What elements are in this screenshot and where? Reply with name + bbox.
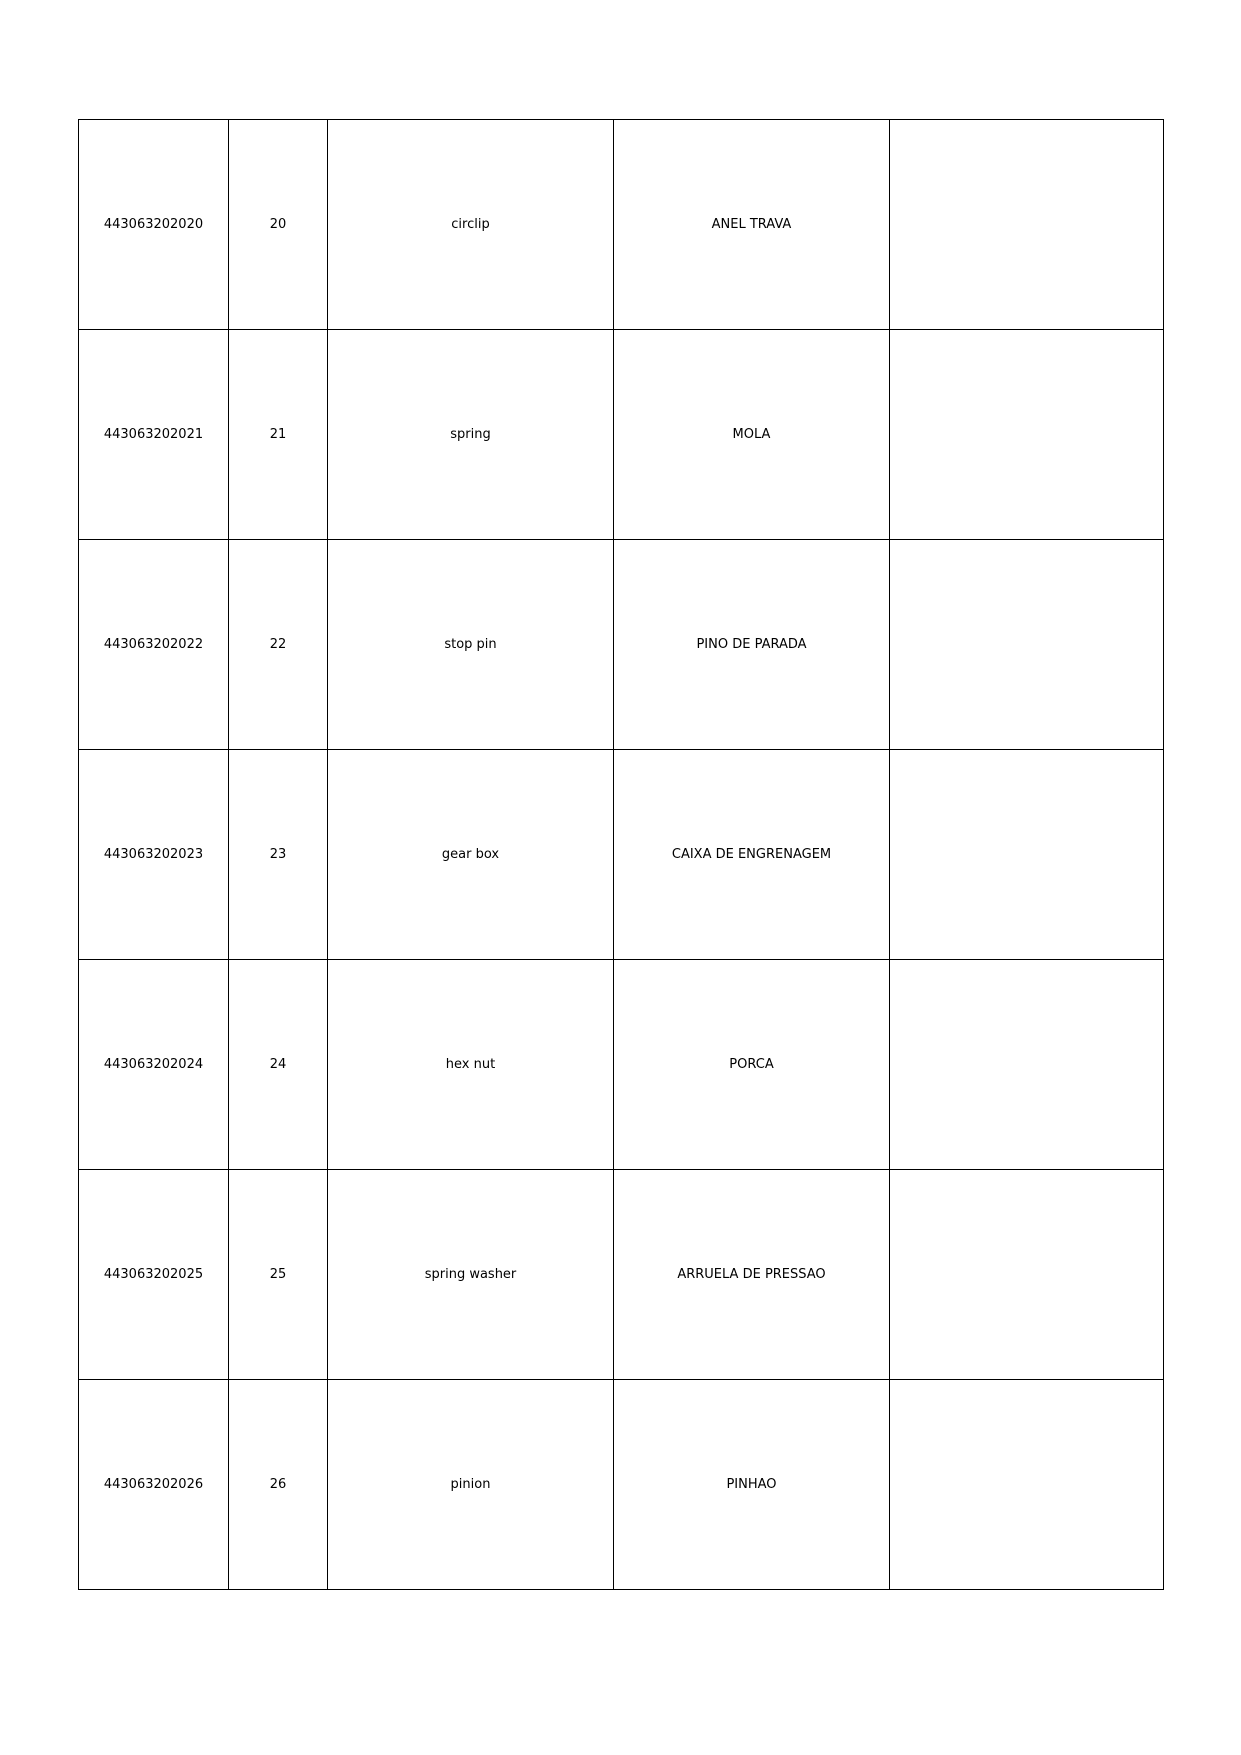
description-pt-cell: CAIXA DE ENGRENAGEM — [614, 750, 890, 960]
description-pt-cell: PINO DE PARADA — [614, 540, 890, 750]
description-pt-cell: PORCA — [614, 960, 890, 1170]
table-row — [79, 750, 1164, 960]
description-en-cell: circlip — [328, 120, 614, 330]
empty-cell — [890, 960, 1164, 1170]
table-row — [79, 1170, 1164, 1380]
item-number-cell: 23 — [229, 750, 328, 960]
empty-cell — [890, 1380, 1164, 1590]
description-en-cell: pinion — [328, 1380, 614, 1590]
part-code-cell: 443063202022 — [79, 540, 229, 750]
description-en-cell: spring — [328, 330, 614, 540]
empty-cell — [890, 1170, 1164, 1380]
item-number-cell: 24 — [229, 960, 328, 1170]
item-number-cell: 25 — [229, 1170, 328, 1380]
description-pt-cell: PINHAO — [614, 1380, 890, 1590]
item-number-cell: 26 — [229, 1380, 328, 1590]
empty-cell — [890, 330, 1164, 540]
table-row — [79, 330, 1164, 540]
description-pt-cell: MOLA — [614, 330, 890, 540]
table-row — [79, 960, 1164, 1170]
empty-cell — [890, 120, 1164, 330]
part-code-cell: 443063202025 — [79, 1170, 229, 1380]
table-row — [79, 540, 1164, 750]
item-number-cell: 21 — [229, 330, 328, 540]
description-en-cell: hex nut — [328, 960, 614, 1170]
description-en-cell: stop pin — [328, 540, 614, 750]
table-row — [79, 1380, 1164, 1590]
empty-cell — [890, 540, 1164, 750]
empty-cell — [890, 750, 1164, 960]
description-pt-cell: ARRUELA DE PRESSAO — [614, 1170, 890, 1380]
description-pt-cell: ANEL TRAVA — [614, 120, 890, 330]
part-code-cell: 443063202024 — [79, 960, 229, 1170]
item-number-cell: 20 — [229, 120, 328, 330]
part-code-cell: 443063202023 — [79, 750, 229, 960]
description-en-cell: spring washer — [328, 1170, 614, 1380]
part-code-cell: 443063202021 — [79, 330, 229, 540]
part-code-cell: 443063202026 — [79, 1380, 229, 1590]
description-en-cell: gear box — [328, 750, 614, 960]
item-number-cell: 22 — [229, 540, 328, 750]
parts-table-body — [79, 120, 1164, 1590]
parts-table — [78, 119, 1164, 1590]
table-row — [79, 120, 1164, 330]
part-code-cell: 443063202020 — [79, 120, 229, 330]
